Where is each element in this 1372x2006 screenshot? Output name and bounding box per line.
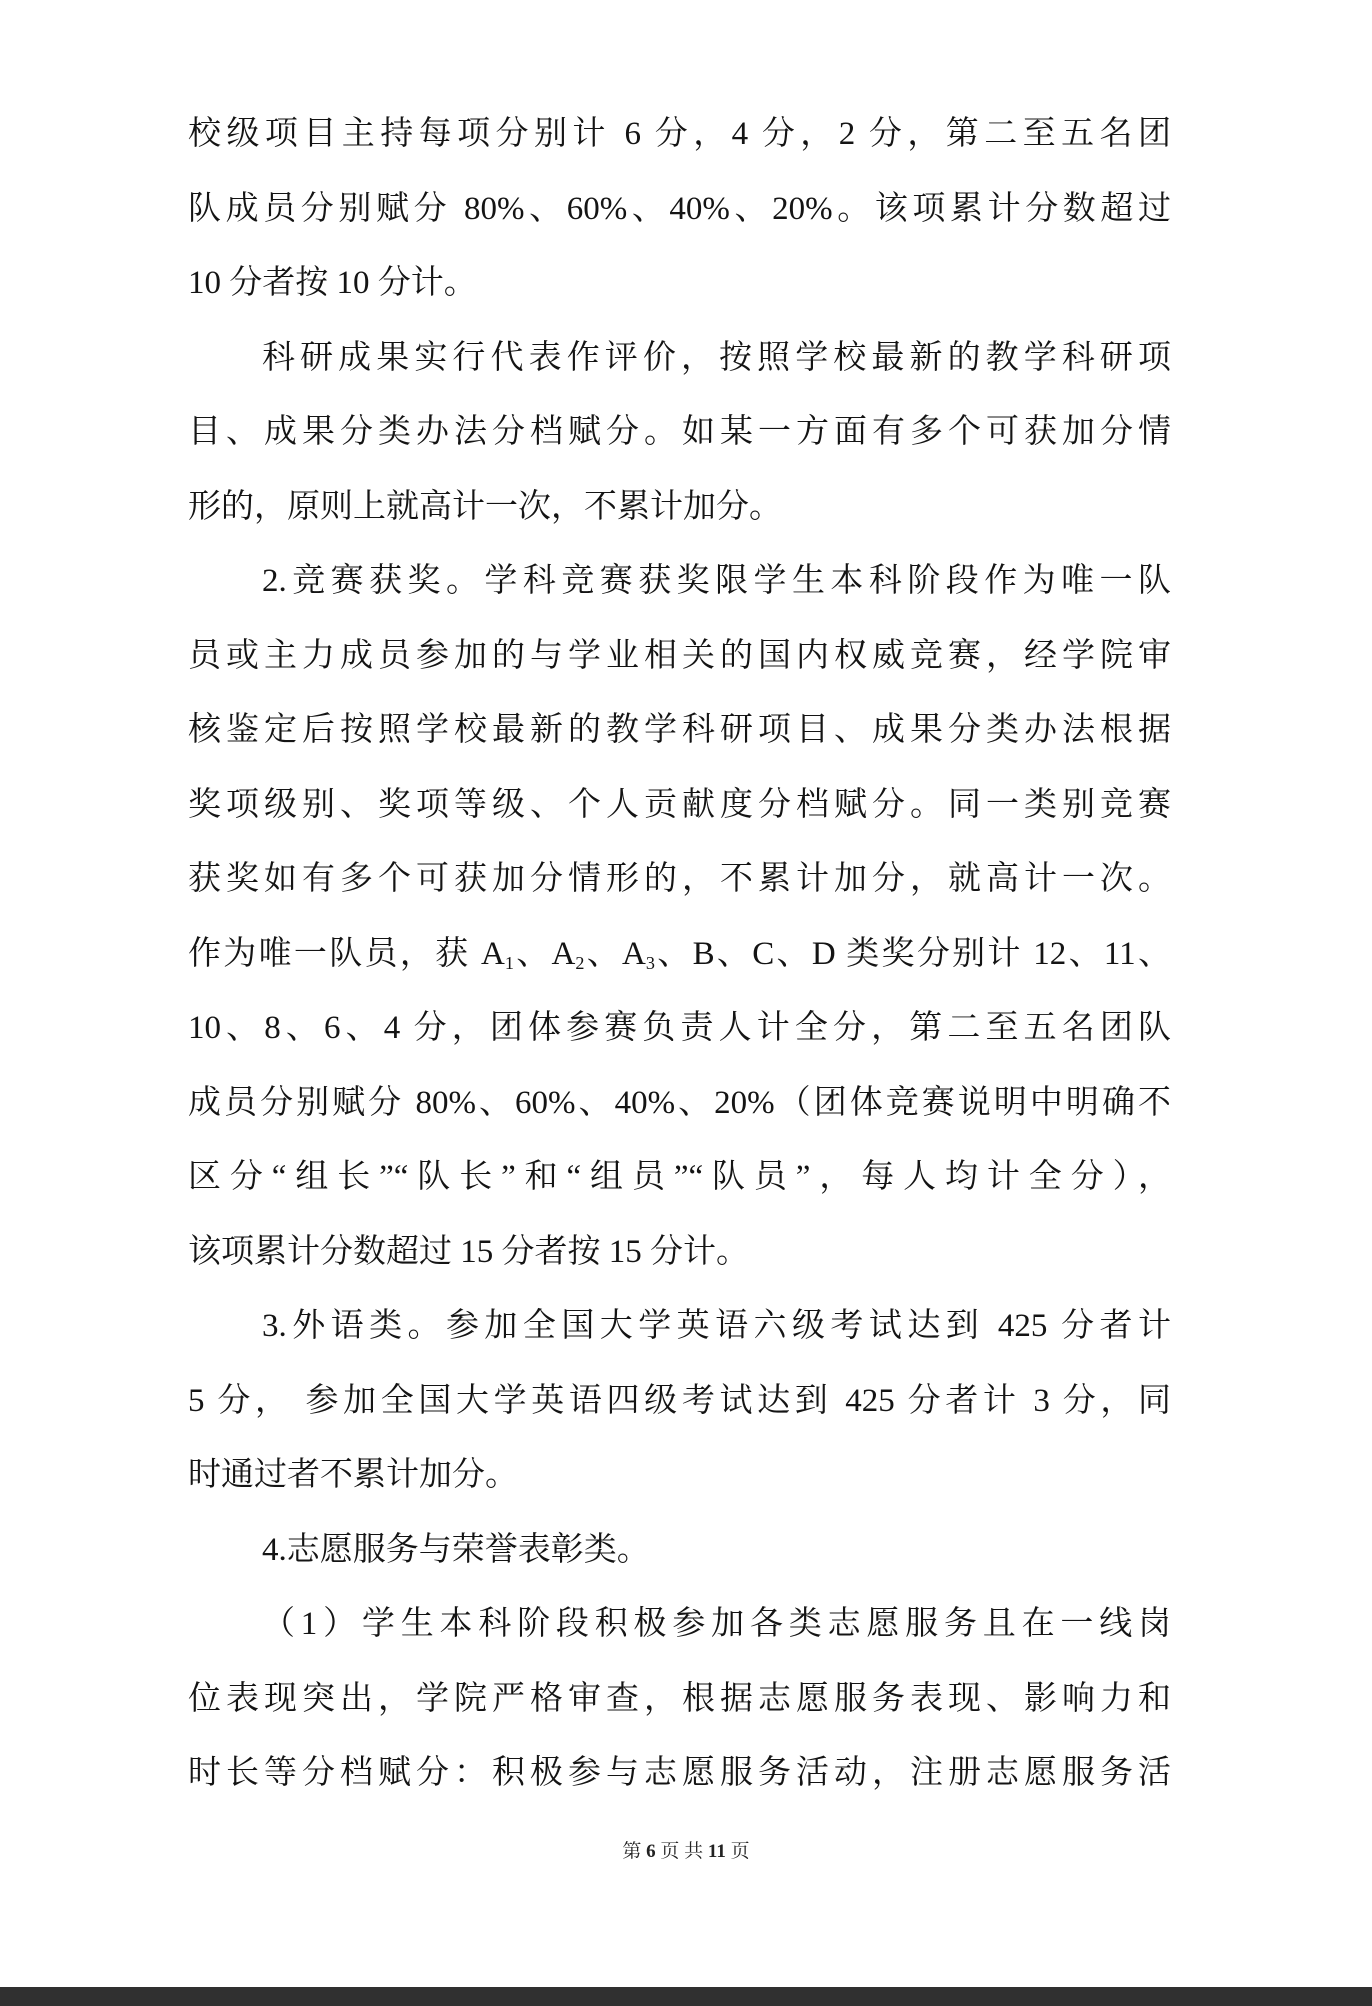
text-line: 队成员分别赋分 80%、60%、40%、20%。该项累计分数超过	[188, 190, 1171, 227]
paragraph	[188, 321, 1171, 545]
text-line: 员或主力成员参加的与学业相关的国内权威竞赛，经学院审	[188, 637, 1171, 674]
text-line: 校级项目主持每项分别计 6 分，4 分，2 分，第二至五名团	[188, 116, 1172, 152]
text-line: 形的，原则上就高计一次，不累计加分。	[188, 488, 782, 525]
text-segment: 、A	[584, 935, 646, 972]
text-line: （1）学生本科阶段积极参加各类志愿服务且在一线岗	[262, 1606, 1171, 1642]
footer-text-prefix: 第	[622, 1841, 647, 1862]
text-line: 奖项级别、奖项等级、个人贡献度分档赋分。同一类别竞赛	[188, 786, 1171, 823]
paragraph	[188, 1513, 1171, 1588]
text-line: 4.志愿服务与荣誉表彰类。	[262, 1531, 650, 1568]
text-line: 2.竞赛获奖。学科竞赛获奖限学生本科阶段作为唯一队	[262, 563, 1171, 599]
paragraph	[188, 1289, 1171, 1513]
text-line: 成员分别赋分 80%、60%、40%、20%（团体竞赛说明中明确不	[188, 1084, 1171, 1121]
text-line: 核鉴定后按照学校最新的教学科研项目、成果分类办法根据	[188, 712, 1171, 748]
text-line: 位表现突出，学院严格审查，根据志愿服务表现、影响力和	[188, 1680, 1171, 1717]
paragraph	[188, 1587, 1171, 1811]
text-line: 目、成果分类办法分档赋分。如某一方面有多个可获加分情	[188, 414, 1171, 450]
text-line: 5 分， 参加全国大学英语四级考试达到 425 分者计 3 分，同	[188, 1382, 1171, 1419]
page-footer	[0, 1837, 1372, 1867]
subscript: 2	[575, 952, 585, 973]
paragraph	[188, 97, 1171, 321]
text-segment: 作为唯一队员，获 A	[188, 935, 505, 972]
text-segment: 、A	[513, 935, 576, 972]
page-number: 6	[646, 1841, 656, 1862]
footer-text-middle: 页 共	[655, 1841, 708, 1862]
paragraph	[188, 544, 1171, 1289]
text-line: 获奖如有多个可获加分情形的，不累计加分，就高计一次。	[188, 861, 1171, 897]
text-line: 时长等分档赋分：积极参与志愿服务活动，注册志愿服务活	[188, 1755, 1171, 1791]
text-line	[188, 917, 1171, 992]
page-bottom-bar	[0, 1987, 1372, 2006]
subscript: 1	[504, 952, 514, 973]
page-total: 11	[707, 1841, 726, 1862]
text-line: 3.外语类。参加全国大学英语六级考试达到 425 分者计	[262, 1308, 1171, 1344]
subscript: 3	[645, 952, 655, 973]
text-line: 科研成果实行代表作评价，按照学校最新的教学科研项	[262, 339, 1171, 376]
text-line: 10、8、6、4 分，团体参赛负责人计全分，第二至五名团队	[188, 1010, 1171, 1046]
text-line: 时通过者不累计加分。	[188, 1457, 518, 1493]
body-text	[188, 97, 1171, 1811]
footer-text-suffix: 页	[725, 1841, 750, 1862]
text-line: 该项累计分数超过 15 分者按 15 分计。	[188, 1233, 749, 1270]
text-segment: 、B、C、D 类奖分别计 12、11、	[654, 935, 1171, 972]
text-line: 10 分者按 10 分计。	[188, 265, 477, 301]
text-line: 区分“组长”“队长”和“组员”“队员”，每人均计全分），	[188, 1159, 1171, 1195]
